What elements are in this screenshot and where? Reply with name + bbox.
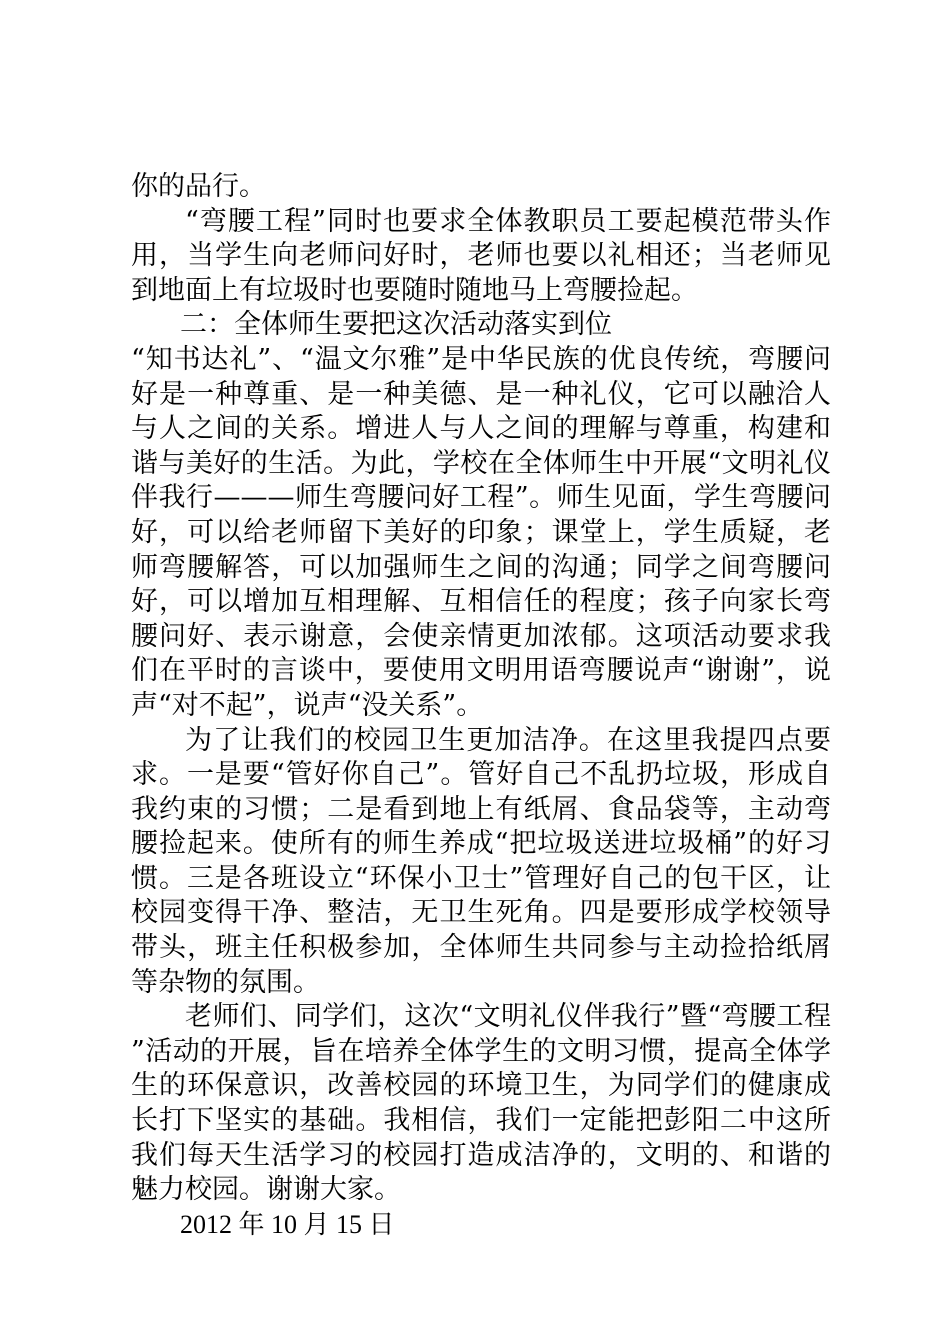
document-date: 2012 年 10 月 15 日 [180,1209,395,1239]
paragraph-conduct-end: 你的品行。 [131,171,266,202]
paragraph-etiquette: “知书达礼”、“温文尔雅”是中华民族的优良传统，弯腰问好是一种尊重、是一种美德、是一种礼仪，它可以融洽人与人之间的关系。增进人与人之间的理解与尊重，构建和谐与美好的生活。为此，学校在全体师生中开展“文明礼仪伴我行———师生弯腰问好工程”。师生见面，学生弯腰问好，可以给老师留下美好的印象；课堂上，学生质疑，老师弯腰解答，可以加强师生之间的沟通；同学之间弯腰问好，可以增加互相理解、互相信任的程度；孩子向家长弯腰问好、表示谢意，会使亲情更加浓郁。这项活动要求我们在平时的言谈中，要使用文明用语弯腰说声“谢谢”，说声“对不起”，说声“没关系”。 [131,343,831,721]
document-body [131,170,831,1242]
paragraph-four-requirements: 为了让我们的校园卫生更加洁净。在这里我提四点要求。一是要“管好你自己”。管好自己不乱扔垃圾，形成自我约束的习惯；二是看到地上有纸屑、食品袋等，主动弯腰捡起来。使所有的师生养成“把垃圾送进垃圾桶”的好习惯。三是各班设立“环保小卫士”管理好自己的包干区，让校园变得干净、整洁，无卫生死角。四是要形成学校领导带头，班主任积极参加，全体师生共同参与主动捡拾纸屑等杂物的氛围。 [131,724,831,998]
section-heading-two: 二：全体师生要把这次活动落实到位 [180,309,612,341]
paragraph-closing: 老师们、同学们，这次“文明礼仪伴我行”暨“弯腰工程”活动的开展，旨在培养全体学生的文明习惯，提高全体学生的环保意识，改善校园的环境卫生，为同学们的健康成长打下坚实的基础。我相信，我们一定能把彭阳二中这所我们每天生活学习的校园打造成洁净的，文明的、和谐的魅力校园。谢谢大家。 [131,1001,831,1206]
paragraph-staff-role: “弯腰工程”同时也要求全体教职员工要起模范带头作用，当学生向老师问好时，老师也要以礼相还；当老师见到地面上有垃圾时也要随时随地马上弯腰捡起。 [131,205,831,306]
